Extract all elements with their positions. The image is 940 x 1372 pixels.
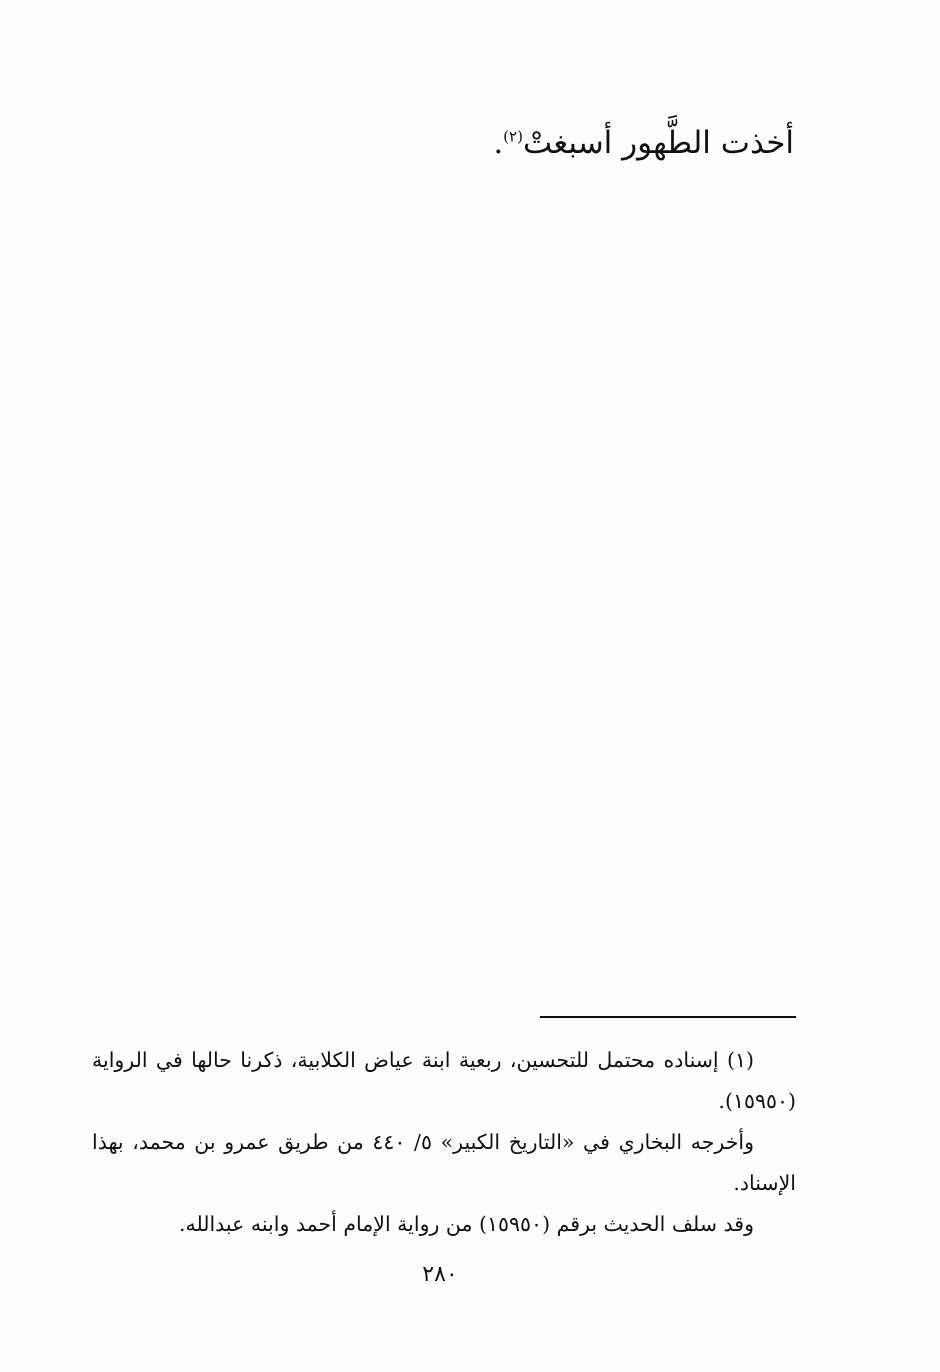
page-number: ٢٨٠ [422, 1262, 458, 1287]
verse-end-punctuation: . [493, 125, 504, 161]
footnotes-section [92, 1040, 796, 1245]
footnote-3: وقد سلف الحديث برقم (١٥٩٥٠) من رواية الإمام أحمد وابنه عبدالله. [178, 1212, 754, 1236]
footnote-reference: (٢) [503, 127, 523, 146]
verse-line [493, 118, 794, 168]
footnote-divider [540, 1016, 796, 1018]
verse-text: أخذت الطَّهور أسبغتْ [522, 125, 794, 161]
footnote-2: وأخرجه البخاري في «التاريخ الكبير» ٥/ ٤٤٠ من طريق عمرو بن محمد، بهذا الإسناد. [92, 1130, 796, 1195]
footnote-1: (١) إسناده محتمل للتحسين، ربعية ابنة عياض الكلابية، ذكرنا حالها في الرواية (١٥٩٥٠). [92, 1048, 796, 1113]
